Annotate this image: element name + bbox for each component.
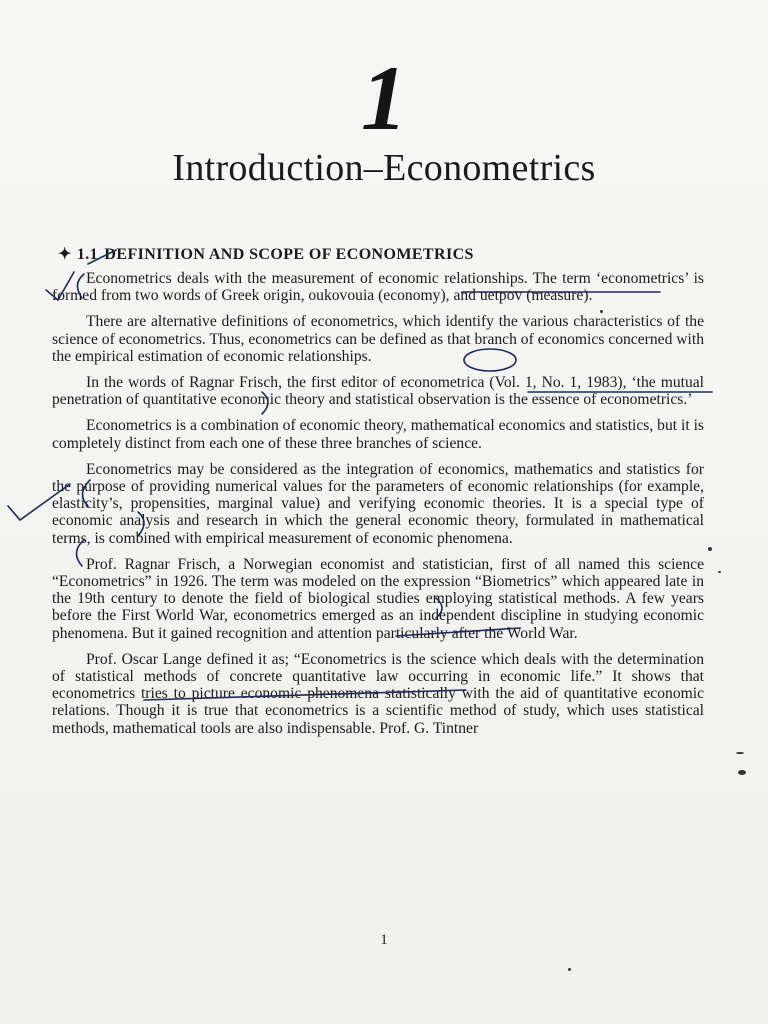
section-bullet-icon: ✦ (58, 246, 72, 263)
paragraph-4: Econometrics is a combination of economic theory, mathematical economics and statistics, but it is completely distinct from each one of these three branches of science. (52, 417, 704, 452)
scan-speck (568, 968, 571, 971)
page-number: 1 (380, 932, 388, 948)
paragraph-3: In the words of Ragnar Frisch, the first editor of econometrica (Vol. 1, No. 1, 1983), ‘the mutual penetration of quantitative economic theory and statistical observation is the essence of econometrics.’ (52, 374, 704, 409)
chapter-title: Introduction–Econometrics (172, 147, 596, 189)
paragraph-5: Econometrics may be considered as the integration of economics, mathematics and statistics for the purpose of providing numerical values for the parameters of economic relationships (for example, elasticity’s, propensities, marginal value) and verifying economic theories. It is a special type of economic analysis and research in which the general economic theory, formulated in mathematical terms, is combined with empirical measurement of economic phenomena. (52, 460, 704, 547)
scan-speck (708, 547, 712, 551)
paragraph-6: Prof. Ragnar Frisch, a Norwegian economist and statistician, first of all named this science “Econometrics” in 1926. The term was modeled on the expression “Biometrics” which appeared late in the 19th century to denote the field of biological studies employing statistical methods. A few years before the First World War, econometrics emerged as an independent discipline in studying economic phenomena. But it gained recognition and attention particularly after the World War. (52, 555, 704, 642)
body-text (52, 270, 704, 737)
paragraph-1: Econometrics deals with the measurement of economic relationships. The term ‘econometrics’ is formed from two words of Greek origin, oukovouia (economy), and uetpov (measure). (52, 270, 704, 305)
chapter-number: 1 (361, 47, 407, 149)
section-heading (58, 244, 474, 264)
paragraph-2: There are alternative definitions of econometrics, which identify the various characteristics of the science of econometrics. Thus, econometrics can be defined as that branch of economics concerned with the empirical estimation of economic relationships. (52, 313, 704, 365)
scan-speck (600, 310, 603, 313)
scan-speck (738, 770, 746, 775)
section-heading-text: DEFINITION AND SCOPE OF ECONOMETRICS (104, 246, 474, 263)
scan-speck (718, 571, 721, 573)
paragraph-7: Prof. Oscar Lange defined it as; “Econometrics is the science which deals with the determination of statistical methods of concrete quantitative law occurring in economic life.” It shows that econometrics tries to picture economic phenomena statistically with the aid of quantitative economic relations. Though it is true that econometrics is a scientific method of study, which uses statistical methods, mathematical tools are also indispensable. Prof. G. Tintner (52, 650, 704, 737)
scan-speck (736, 752, 744, 754)
section-number: 1.1 (76, 246, 99, 263)
